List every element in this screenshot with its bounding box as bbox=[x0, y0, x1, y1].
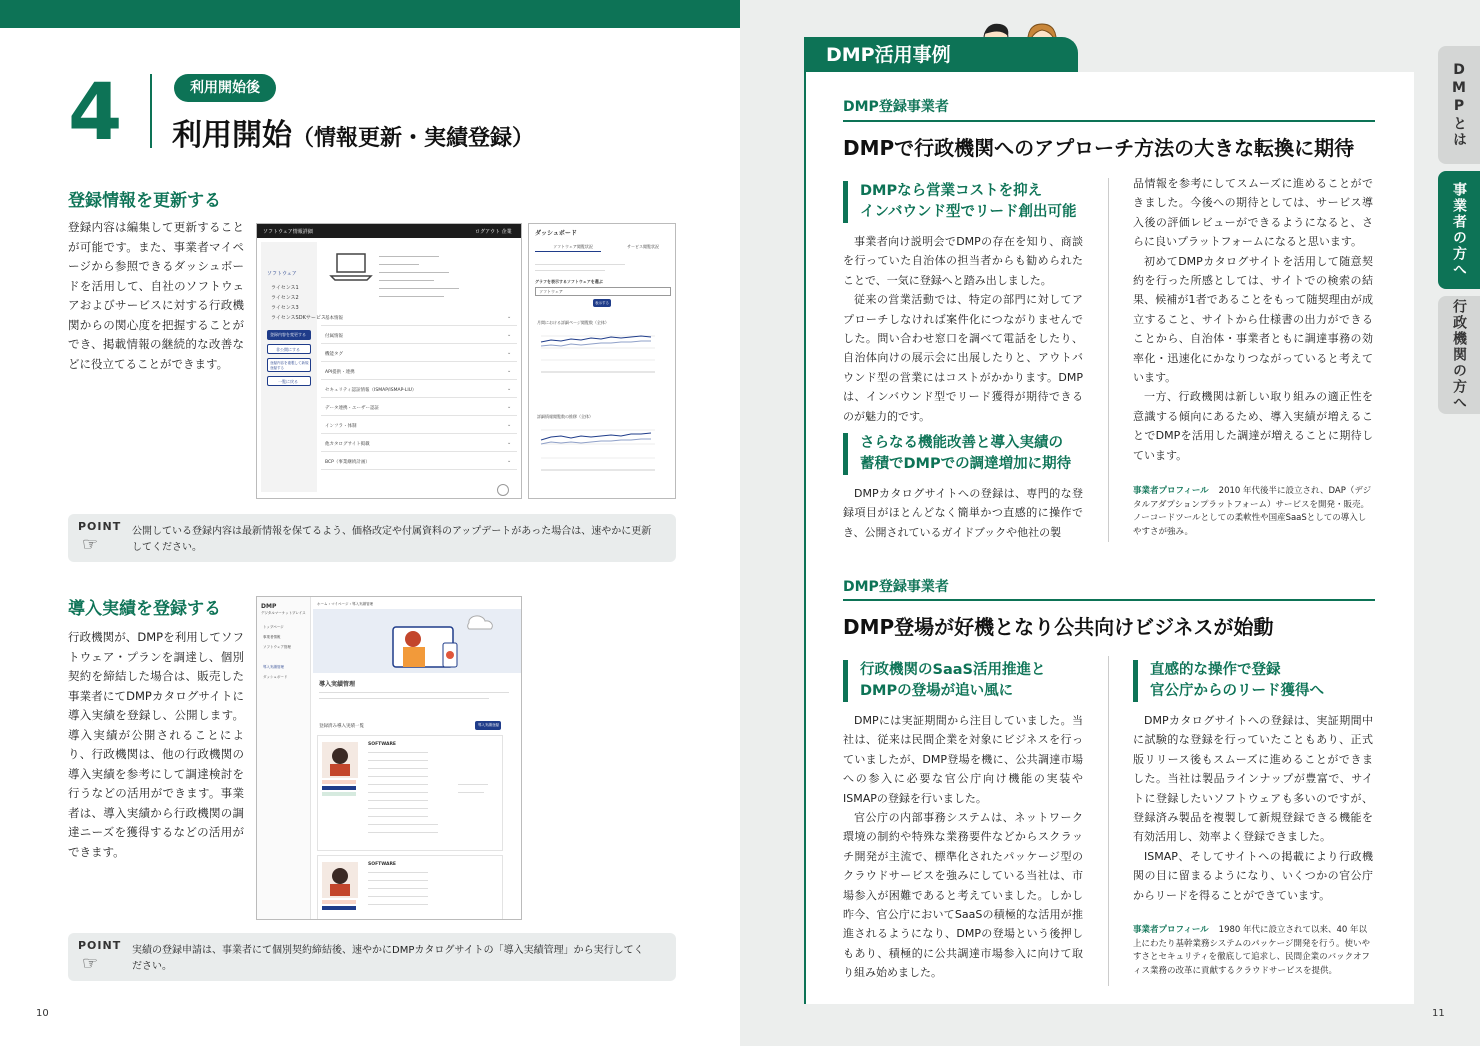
case2-text-2 bbox=[1133, 711, 1373, 905]
step-title-main: 利用開始 bbox=[172, 118, 292, 153]
case2-text-1 bbox=[843, 711, 1083, 983]
breadcrumb: ホーム › マイページ › 導入実績管理 bbox=[317, 602, 374, 606]
paragraph: 従来の営業活動では、特定の部門に対してアプローチしなければ案件化につながりませんでした。問い合わせ窓口を調べて電話をしたり、自治体向けの展示会に出展したりと、アウトバウンド型の営業にはコストがかかります。DMPは、インバウンド型でリード獲得が期待できるのが魅力的です。 bbox=[843, 293, 1083, 423]
profile-text: 1980 年代に設立されて以来、40 年以上にわたり基幹業務システムのパッケージ開発を行う。使いやすさとセキュリティを徹底して追求し、民間企業のバックオフィス業務の改革に貢献するクラウドサービスを提供。 bbox=[1133, 925, 1370, 976]
step-tag: 利用開始後 bbox=[174, 74, 276, 102]
chevron-down-icon: ⌄ bbox=[507, 350, 512, 356]
point-label: POINT bbox=[78, 520, 122, 533]
detail-section-row bbox=[321, 328, 517, 344]
chevron-down-icon: ⌄ bbox=[507, 332, 512, 338]
register-button: 導入実績登録 bbox=[475, 721, 501, 730]
detail-section-row bbox=[321, 346, 517, 362]
paragraph: ISMAP、そしてサイトへの掲載により行政機関の目に留まるようになり、いくつかの官公庁からリードを得ることができています。 bbox=[1133, 849, 1373, 902]
detail-section-label: 他カタログサイト掲載 bbox=[325, 442, 370, 447]
top-color-bar bbox=[0, 0, 740, 28]
active-tab-indicator bbox=[535, 251, 601, 252]
side-tab-for-business[interactable]: 事業者の方へ bbox=[1438, 171, 1480, 289]
detail-section-label: セキュリティ認証情報（ISMAP/ISMAP-LIU） bbox=[325, 388, 417, 393]
case2-subhead-2: 直感的な操作で登録 官公庁からのリード獲得へ bbox=[1133, 660, 1324, 702]
back-button: 一覧に戻る bbox=[267, 376, 311, 386]
screenshot-header-title: ソフトウェア情報詳細 bbox=[263, 229, 313, 235]
profile-text: 2010 年代後半に設立され、DAP（デジタルアダプションプラットフォーム）サービスを開発・販売。ノーコードツールとしての柔軟性や国産SaaSとしての導入しやすさが強み。 bbox=[1133, 486, 1372, 537]
show-button: 表示する bbox=[593, 299, 611, 307]
software-illustration bbox=[322, 742, 358, 778]
detail-section-label: データ連携・ユーザー認証 bbox=[325, 406, 379, 411]
case1-rule bbox=[843, 120, 1375, 122]
detail-section-row bbox=[321, 400, 517, 416]
detail-section-row bbox=[321, 454, 517, 470]
paragraph: 事業者向け説明会でDMPの存在を知り、商談を行っていた自治体の担当者からも勧められたことで、一気に登録へと踏み出しました。 bbox=[843, 235, 1083, 287]
detail-section-row bbox=[321, 436, 517, 452]
detail-section-label: 基本情報 bbox=[325, 316, 343, 321]
step-number: 4 bbox=[68, 68, 123, 158]
case1-text-2 bbox=[843, 484, 1083, 542]
menu-item: ソフトウェア bbox=[267, 271, 297, 277]
dmp-brand: DMP bbox=[261, 603, 277, 610]
nav-item: ソフトウェア管理 bbox=[263, 645, 291, 649]
paragraph: 官公庁の内部事務システムは、ネットワーク環境の制約や特殊な業務要件などからスクラッチ開発が主流で、標準化されたパッケージ型のクラウドサービスを強みにしている当社は、市場参入が困難であると考えていました。しかし昨今、官公庁においてSaaSの積極的な活用が推進されるようになり、DMPの登場という後押しもあり、積極的に公共調達市場参入に向けて取り組み始めました。 bbox=[843, 811, 1083, 980]
select-label: グラフを表示するソフトウェアを選ぶ bbox=[535, 279, 603, 284]
point-box-record bbox=[68, 933, 676, 981]
menu-item: ライセンス3 bbox=[271, 305, 299, 311]
card-title: SOFTWARE bbox=[368, 742, 396, 747]
chevron-down-icon: ⌄ bbox=[507, 314, 512, 320]
paragraph: DMPカタログサイトへの登録は、実証期間中に試験的な登録を行っていたこともあり、正式版リリース後もスムーズに進めることができました。当社は製品ラインナップが豊富で、サイトに登録したいソフトウェアも多いのですが、登録済み製品を複製して新規登録できる機能を有効活用し、効率よく登録できました。 bbox=[1133, 714, 1373, 844]
profile-label: 事業者プロフィール bbox=[1133, 925, 1209, 935]
detail-sections bbox=[321, 310, 517, 474]
detail-section-label: 機能タグ bbox=[325, 352, 343, 357]
step-title bbox=[172, 110, 534, 154]
scroll-top-icon bbox=[497, 484, 509, 496]
case-study-tab: DMP活用事例 bbox=[804, 37, 1078, 73]
chevron-down-icon: ⌄ bbox=[507, 440, 512, 446]
achievement-management-screenshot bbox=[256, 596, 522, 920]
case2-title: DMP登場が好機となり公共向けビジネスが始動 bbox=[843, 615, 1274, 639]
paragraph: DMPには実証期間から注目していました。当社は、従来は民間企業を対象にビジネスを行っていましたが、DMP登場を機に、公共調達市場への参入に必要な官公庁向け機能の実装やISMAPの登録を行いました。 bbox=[843, 714, 1083, 805]
chart1-title: 月間における詳細ページ閲覧数（全体） bbox=[537, 320, 609, 325]
page-title: 導入実績管理 bbox=[319, 681, 356, 688]
dashboard-tab: サービス閲覧状況 bbox=[627, 244, 659, 249]
person-with-devices-illustration bbox=[313, 609, 522, 673]
menu-item: ライセンス2 bbox=[271, 295, 299, 301]
duplicate-button: 登録内容を複製して新規登録する bbox=[267, 358, 311, 372]
section-update-body: 登録内容は編集して更新することが可能です。また、事業者マイページから参照できるダッシュボードを活用して、自社のソフトウェアおよびサービスに対する行政機関からの関心度を把握することができ、掲載情報の継続的な改善などに役立てることができます。 bbox=[68, 220, 244, 371]
achievement-card bbox=[317, 855, 503, 920]
menu-item: ライセンス1 bbox=[271, 285, 299, 291]
software-detail-screenshot bbox=[256, 223, 522, 499]
case2-rule bbox=[843, 599, 1375, 601]
case2-label: DMP登録事業者 bbox=[843, 579, 949, 595]
list-title: 登録済み導入実績一覧 bbox=[319, 724, 364, 729]
case1-subhead-2: さらなる機能改善と導入実績の 蓄積でDMPでの調達増加に期待 bbox=[843, 433, 1071, 475]
pointing-hand-icon: ☞ bbox=[82, 953, 99, 974]
detail-section-label: 付属情報 bbox=[325, 334, 343, 339]
case1-label: DMP登録事業者 bbox=[843, 99, 949, 115]
nav-item: トップページ bbox=[263, 625, 284, 629]
column-divider bbox=[1108, 178, 1109, 542]
point-label: POINT bbox=[78, 939, 122, 952]
nav-item-active: 導入実績管理 bbox=[263, 665, 284, 669]
section-record-heading: 導入実績を登録する bbox=[68, 599, 221, 619]
point-box-update bbox=[68, 514, 676, 562]
side-tab-about-dmp[interactable]: DMPとは bbox=[1438, 46, 1480, 164]
screenshot-header-right: ログアウト 企業 bbox=[475, 229, 512, 235]
menu-item: ライセンスSDKサービス bbox=[271, 315, 326, 321]
chevron-down-icon: ⌄ bbox=[507, 386, 512, 392]
dashboard-screenshot bbox=[528, 223, 676, 499]
page-number: 10 bbox=[36, 1008, 49, 1019]
screenshot-side-menu bbox=[261, 242, 326, 492]
detail-section-row bbox=[321, 364, 517, 380]
pointing-hand-icon: ☞ bbox=[82, 534, 99, 555]
trend-line-chart bbox=[537, 422, 671, 482]
section-update-heading: 登録情報を更新する bbox=[68, 191, 221, 211]
case2-profile bbox=[1133, 924, 1373, 978]
case2-subhead-1: 行政機関のSaaS活用推進と DMPの登場が追い風に bbox=[843, 660, 1045, 702]
dmp-brand-sub: デジタルマーケットプレイス bbox=[261, 611, 306, 615]
views-line-chart bbox=[537, 328, 671, 384]
hero-illustration bbox=[313, 609, 522, 673]
software-illustration bbox=[322, 862, 358, 898]
card-title: SOFTWARE bbox=[368, 862, 396, 867]
step-divider bbox=[150, 74, 152, 148]
dashboard-tab: ソフトウェア閲覧状況 bbox=[553, 244, 593, 249]
dashboard-title: ダッシュボード bbox=[535, 230, 577, 237]
paragraph: 初めてDMPカタログサイトを活用して随意契約を行った所感としては、サイトでの検索の結果、候補が1者であることをもって随契理由が成立すること、サイトから仕様書の出力ができることから、自治体・事業者ともに調達事務の効率化・迅速化にかなりつながっていると考えています。 bbox=[1133, 254, 1373, 385]
detail-section-label: インフラ・体制 bbox=[325, 424, 357, 429]
case1-text-3 bbox=[1133, 174, 1373, 465]
detail-section-label: API提供・連携 bbox=[325, 370, 355, 375]
column-divider bbox=[1108, 656, 1109, 986]
case1-profile bbox=[1133, 485, 1373, 539]
side-tab-for-government[interactable]: 行政機関の方へ bbox=[1438, 296, 1480, 414]
laptop-icon bbox=[329, 252, 373, 282]
chevron-down-icon: ⌄ bbox=[507, 422, 512, 428]
chart2-title: 詳細情報閲覧数の推移（全体） bbox=[537, 414, 593, 419]
profile-label: 事業者プロフィール bbox=[1133, 486, 1209, 496]
paragraph: DMPカタログサイトへの登録は、専門的な登録項目がほとんどなく簡単かつ直感的に操作でき、公開されているガイドブックや他社の製 bbox=[843, 487, 1083, 539]
point-text: 公開している登録内容は最新情報を保てるよう、価格改定や付属資料のアップデートがあった場合は、速やかに更新してください。 bbox=[132, 526, 652, 553]
unpublish-button: 非公開にする bbox=[267, 344, 311, 354]
step-title-sub: （情報更新・実績登録） bbox=[292, 126, 535, 151]
nav-item: 事業者情報 bbox=[263, 635, 281, 639]
nav-item: ダッシュボード bbox=[263, 675, 288, 679]
chevron-down-icon: ⌄ bbox=[507, 368, 512, 374]
case1-subhead-1: DMPなら営業コストを抑え インバウンド型でリード創出可能 bbox=[843, 181, 1076, 223]
case1-text-1 bbox=[843, 232, 1083, 426]
point-text: 実績の登録申請は、事業者にて個別契約締結後、速やかにDMPカタログサイトの「導入実績管理」から実行してください。 bbox=[132, 945, 644, 972]
detail-section-row bbox=[321, 310, 517, 326]
software-select: ソフトウェア bbox=[535, 287, 671, 296]
change-button: 登録内容を変更する bbox=[267, 330, 311, 340]
screenshot-side-nav bbox=[257, 597, 311, 920]
detail-section-label: BCP（事業継続計画） bbox=[325, 460, 370, 465]
chevron-down-icon: ⌄ bbox=[507, 458, 512, 464]
achievement-card bbox=[317, 735, 503, 851]
paragraph: 一方、行政機関は新しい取り組みの適正性を意識する傾向にあるため、導入実績が増えることでDMPを活用した調達が増えることに期待しています。 bbox=[1133, 390, 1373, 462]
detail-section-row bbox=[321, 418, 517, 434]
chevron-down-icon: ⌄ bbox=[507, 404, 512, 410]
case1-title: DMPで行政機関へのアプローチ方法の大きな転換に期待 bbox=[843, 136, 1355, 160]
software-summary-lines bbox=[379, 252, 509, 304]
detail-section-row bbox=[321, 382, 517, 398]
page-number: 11 bbox=[1432, 1008, 1445, 1019]
section-record-body: 行政機関が、DMPを利用してソフトウェア・プランを調達し、個別契約を締結した場合は、販売した事業者にてDMPカタログサイトに導入実績を登録し、公開します。導入実績が公開されることにより、行政機関は、他の行政機関の導入実績を参考にして調達検討を行うなどの活用ができます。事業者は、導入実績から行政機関の調達ニーズを獲得するなどの活用ができます。 bbox=[68, 630, 244, 859]
paragraph: 品情報を参考にしてスムーズに進めることができました。今後への期待としては、サービス導入後の評価レビューができるようになると、さらに良いプラットフォームになると思います。 bbox=[1133, 177, 1373, 249]
